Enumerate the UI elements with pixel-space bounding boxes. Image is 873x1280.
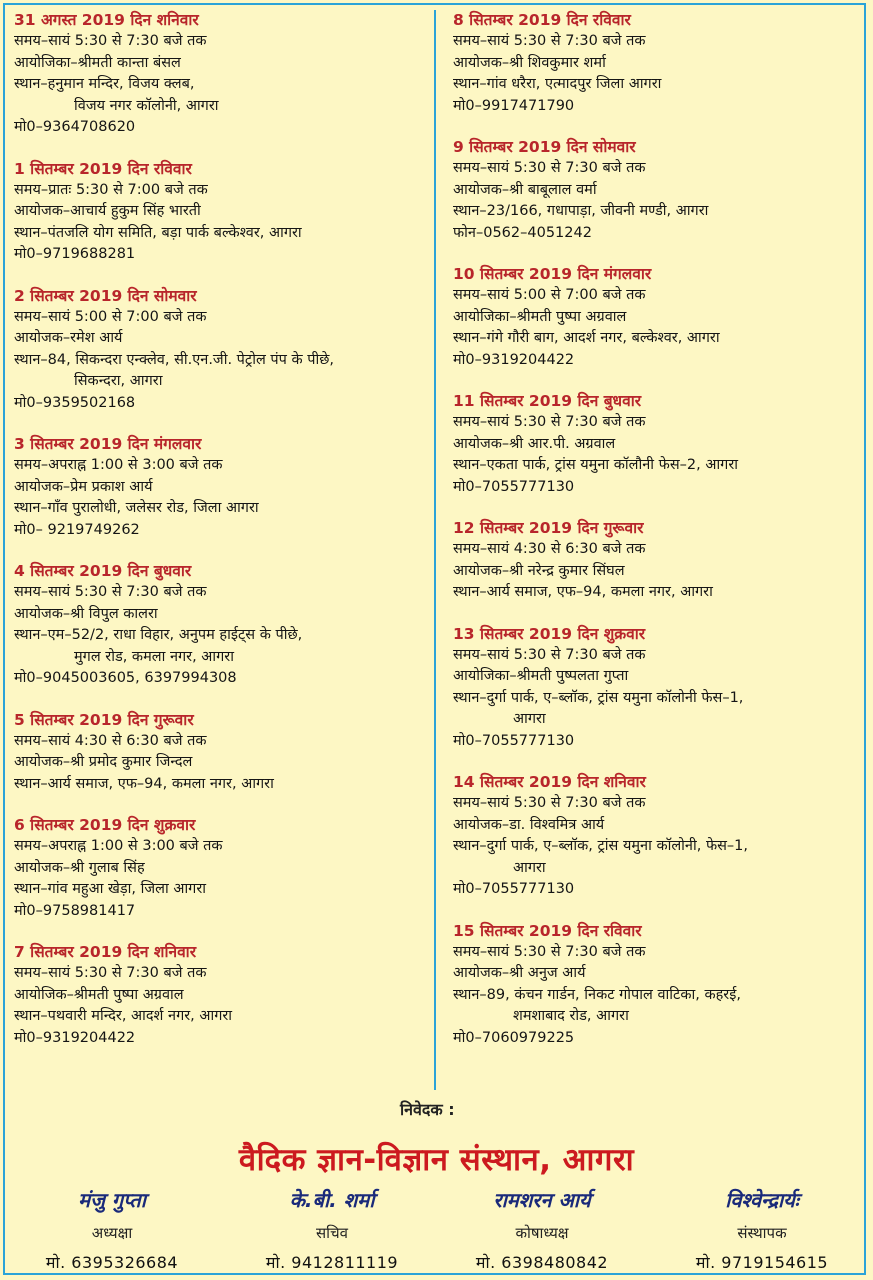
entry-line: आगरा xyxy=(513,711,546,727)
entry-line: स्थान–गंगे गौरी बाग, आदर्श नगर, बल्केश्वर, आगरा xyxy=(453,330,720,346)
entry-date-title: 5 सितम्बर 2019 दिन गुरूवार xyxy=(14,710,194,729)
entry-line: आयोजिक–श्रीमती पुष्पा अग्रवाल xyxy=(14,986,184,1003)
entry-date-title: 3 सितम्बर 2019 दिन मंगलवार xyxy=(14,435,202,453)
entry-line: स्थान–एम–52/2, राधा विहार, अनुपम हाईट्स के पीछे, xyxy=(14,627,303,643)
officer-phone: मो. 6398480842 xyxy=(475,1253,609,1272)
schedule-entry xyxy=(453,137,863,244)
entry-line: मो0–7055777130 xyxy=(453,881,575,897)
entry-line: आगरा xyxy=(513,859,546,876)
entry-line: समय–सायं 4:30 से 6:30 बजे तक xyxy=(453,541,646,557)
entry-line: विजय नगर कॉलोनी, आगरा xyxy=(74,97,219,114)
entry-line: मो0–7060979225 xyxy=(453,1029,575,1046)
schedule-entry xyxy=(453,624,863,753)
entry-line: समय–सायं 5:30 से 7:30 बजे तक xyxy=(453,795,646,811)
entry-line: समय–सायं 5:30 से 7:30 बजे तक xyxy=(453,943,646,960)
schedule-entry xyxy=(453,518,863,604)
entry-line: स्थान–दुर्गा पार्क, ए–ब्लॉक, ट्रांस यमुना कॉलोनी, फेस–1, xyxy=(453,838,749,854)
entry-line: स्थान–हनुमान मन्दिर, विजय क्लब, xyxy=(14,76,195,92)
officer-phone: मो. 6395326684 xyxy=(45,1253,179,1272)
entry-line: आयोजक–श्री आर.पी. अग्रवाल xyxy=(453,435,616,452)
schedule-entry xyxy=(14,561,424,690)
entry-line: स्थान–पंतजलि योग समिति, बड़ा पार्क बल्केश्वर, आगरा xyxy=(14,224,302,241)
entry-line: समय–सायं 5:30 से 7:30 बजे तक xyxy=(14,584,207,600)
entry-line: समय–सायं 5:30 से 7:30 बजे तक xyxy=(14,965,207,981)
right-column xyxy=(453,10,863,1069)
schedule-entry xyxy=(14,942,424,1049)
officer-name: रामशरन आर्य xyxy=(493,1188,591,1212)
entry-line: शमशाबाद रोड, आगरा xyxy=(513,1008,629,1024)
schedule-entry xyxy=(453,391,863,498)
nivedak-label: निवेदक : xyxy=(400,1100,455,1119)
entry-line: समय–सायं 5:30 से 7:30 बजे तक xyxy=(453,646,646,663)
entry-line: आयोजक–डा. विश्वमित्र आर्य xyxy=(453,816,605,833)
entry-line: मो0–9045003605, 6397994308 xyxy=(14,670,237,686)
entry-line: आयोजक–प्रेम प्रकाश आर्य xyxy=(14,478,153,495)
organization-name: वैदिक ज्ञान-विज्ञान संस्थान, आगरा xyxy=(238,1142,635,1178)
entry-line: स्थान–आर्य समाज, एफ–94, कमला नगर, आगरा xyxy=(14,775,274,792)
entry-line: समय–सायं 5:00 से 7:00 बजे तक xyxy=(14,308,207,325)
entry-date-title: 4 सितम्बर 2019 दिन बुधवार xyxy=(14,562,192,580)
entry-line: आयोजिका–श्रीमती पुष्पलता गुप्ता xyxy=(453,668,629,684)
officer-phone: मो. 9719154615 xyxy=(695,1253,829,1272)
schedule-entry xyxy=(453,772,863,901)
entry-line: स्थान–दुर्गा पार्क, ए–ब्लॉक, ट्रांस यमुना कॉलोनी फेस–1, xyxy=(453,689,744,706)
entry-line: आयोजक–श्री बाबूलाल वर्मा xyxy=(453,181,597,198)
schedule-entry xyxy=(14,159,424,266)
entry-line: मो0–9917471790 xyxy=(453,97,575,114)
entry-line: मो0–9758981417 xyxy=(14,902,136,919)
entry-date-title: 31 अगस्त 2019 दिन शनिवार xyxy=(14,11,199,29)
entry-line: आयोजिका–श्रीमती कान्ता बंसल xyxy=(14,54,181,71)
schedule-entry xyxy=(14,815,424,922)
entry-date-title: 9 सितम्बर 2019 दिन सोमवार xyxy=(453,138,636,156)
entry-line: समय–अपराह्न 1:00 से 3:00 बजे तक xyxy=(14,838,223,854)
entry-date-title: 15 सितम्बर 2019 दिन रविवार xyxy=(453,921,642,940)
entry-line: आयोजक–श्री गुलाब सिंह xyxy=(14,859,145,876)
entry-line: आयोजक–श्री शिवकुमार शर्मा xyxy=(453,54,606,71)
entry-line: स्थान–89, कंचन गार्डन, निकट गोपाल वाटिका, कहरई, xyxy=(453,986,741,1003)
entry-line: आयोजक–श्री नरेन्द्र कुमार सिंघल xyxy=(453,562,625,579)
entry-line: मो0–7055777130 xyxy=(453,478,575,495)
column-divider xyxy=(434,10,436,1090)
entry-line: स्थान–गांव महुआ खेड़ा, जिला आगरा xyxy=(14,881,207,897)
entry-line: आयोजक–श्री विपुल कालरा xyxy=(14,605,158,622)
schedule-entry xyxy=(453,264,863,371)
entry-line: समय–सायं 5:30 से 7:30 बजे तक xyxy=(14,33,207,49)
officer-name: विश्वेन्द्रार्यः xyxy=(725,1188,799,1212)
left-column xyxy=(14,10,424,1069)
entry-date-title: 14 सितम्बर 2019 दिन शनिवार xyxy=(453,773,646,791)
officer-role: सचिव xyxy=(316,1224,348,1242)
schedule-entry xyxy=(14,10,424,139)
entry-line: स्थान–पथवारी मन्दिर, आदर्श नगर, आगरा xyxy=(14,1008,233,1024)
entry-line: मो0–9319204422 xyxy=(14,1029,136,1046)
entry-line: सिकन्दरा, आगरा xyxy=(74,373,163,389)
entry-line: स्थान–एकता पार्क, ट्रांस यमुना कॉलौनी फेस–2, आगरा xyxy=(453,457,738,473)
officer-founder xyxy=(662,1186,862,1274)
entry-line: आयोजक–रमेश आर्य xyxy=(14,330,123,346)
entry-line: समय–सायं 5:30 से 7:30 बजे तक xyxy=(453,414,646,430)
entry-line: समय–सायं 4:30 से 6:30 बजे तक xyxy=(14,732,207,749)
entry-line: मो0–7055777130 xyxy=(453,732,575,749)
entry-date-title: 8 सितम्बर 2019 दिन रविवार xyxy=(453,11,631,29)
entry-date-title: 7 सितम्बर 2019 दिन शनिवार xyxy=(14,943,197,961)
entry-date-title: 10 सितम्बर 2019 दिन मंगलवार xyxy=(453,265,652,283)
schedule-entry xyxy=(453,10,863,117)
entry-line: मो0–9359502168 xyxy=(14,394,136,411)
entry-line: स्थान–गाँव पुरालोधी, जलेसर रोड, जिला आगरा xyxy=(14,500,259,516)
officer-role: कोषाध्यक्ष xyxy=(515,1224,569,1242)
entry-date-title: 12 सितम्बर 2019 दिन गुरूवार xyxy=(453,519,644,537)
officer-phone: मो. 9412811119 xyxy=(265,1253,399,1272)
officer-treasurer xyxy=(442,1186,642,1274)
schedule-entry xyxy=(14,434,424,541)
entry-date-title: 6 सितम्बर 2019 दिन शुक्रवार xyxy=(14,816,196,834)
entry-line: फोन–0562–4051242 xyxy=(453,224,592,241)
entry-date-title: 13 सितम्बर 2019 दिन शुक्रवार xyxy=(453,624,646,643)
entry-line: समय–सायं 5:30 से 7:30 बजे तक xyxy=(453,160,646,176)
officer-role: संस्थापक xyxy=(737,1224,787,1242)
entry-line: समय–सायं 5:00 से 7:00 बजे तक xyxy=(453,287,646,303)
entry-line: स्थान–आर्य समाज, एफ–94, कमला नगर, आगरा xyxy=(453,584,713,600)
entry-line: मो0– 9219749262 xyxy=(14,521,140,538)
entry-line: मो0–9364708620 xyxy=(14,119,136,135)
entry-line: स्थान–84, सिकन्दरा एन्क्लेव, सी.एन.जी. पेट्रोल पंप के पीछे, xyxy=(14,351,334,368)
schedule-entry xyxy=(453,921,863,1050)
entry-line: समय–प्रातः 5:30 से 7:00 बजे तक xyxy=(14,181,208,198)
entry-line: स्थान–गांव धरैरा, एत्मादपुर जिला आगरा xyxy=(453,76,662,92)
entry-line: समय–सायं 5:30 से 7:30 बजे तक xyxy=(453,33,646,49)
officer-role: अध्यक्षा xyxy=(91,1224,133,1242)
entry-line: आयोजक–आचार्य हुकुम सिंह भारती xyxy=(14,203,201,219)
officer-name: के.बी. शर्मा xyxy=(289,1188,375,1212)
entry-line: आयोजिका–श्रीमती पुष्पा अग्रवाल xyxy=(453,308,627,325)
officer-secretary xyxy=(232,1186,432,1274)
entry-date-title: 11 सितम्बर 2019 दिन बुधवार xyxy=(453,392,642,410)
entry-line: मुगल रोड, कमला नगर, आगरा xyxy=(74,648,234,665)
entry-date-title: 1 सितम्बर 2019 दिन रविवार xyxy=(14,159,192,178)
entry-line: मो0–9719688281 xyxy=(14,246,136,262)
schedule-entry xyxy=(14,710,424,796)
entry-line: मो0–9319204422 xyxy=(453,351,575,368)
entry-line: आयोजक–श्री प्रमोद कुमार जिन्दल xyxy=(14,754,193,770)
entry-line: समय–अपराह्न 1:00 से 3:00 बजे तक xyxy=(14,457,223,473)
entry-date-title: 2 सितम्बर 2019 दिन सोमवार xyxy=(14,286,197,305)
entry-line: स्थान–23/166, गधापाड़ा, जीवनी मण्डी, आगरा xyxy=(453,203,709,219)
officer-name: मंजु गुप्ता xyxy=(78,1188,146,1212)
schedule-entry xyxy=(14,286,424,415)
officer-president xyxy=(12,1186,212,1274)
entry-line: आयोजक–श्री अनुज आर्य xyxy=(453,965,586,981)
